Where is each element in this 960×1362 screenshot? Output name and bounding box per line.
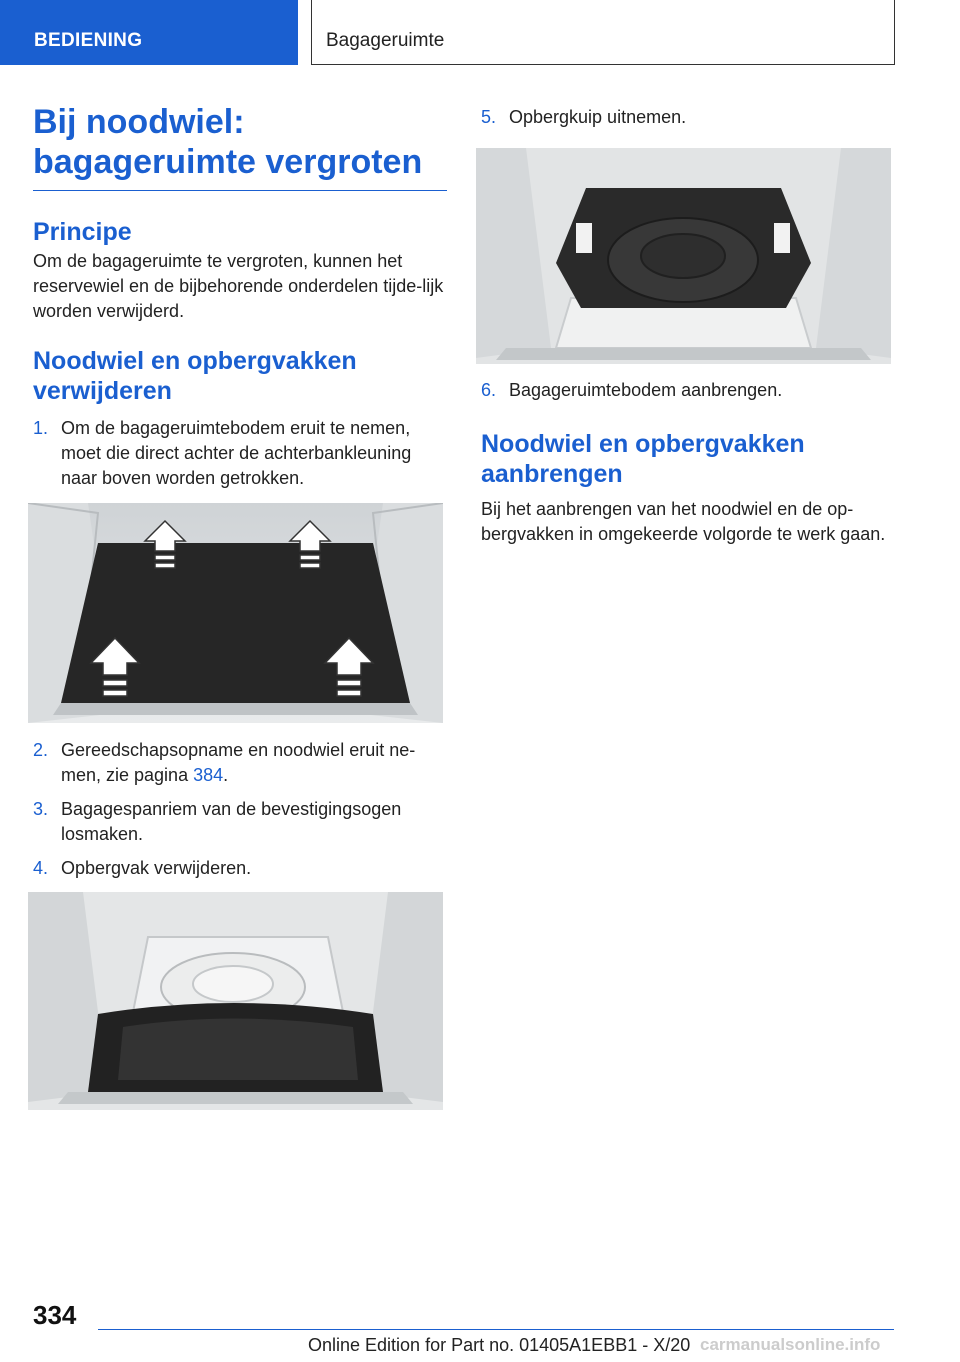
right-lower: [481, 378, 891, 547]
chapter-title: Bagageruimte: [326, 30, 445, 51]
watermark: carmanualsonline.info: [700, 1335, 881, 1354]
footer-rule: [98, 1329, 894, 1330]
principle-heading: Principe: [33, 218, 132, 246]
left-column: [33, 102, 447, 491]
step-number: 3.: [33, 799, 49, 819]
step-text: Bagageruimtebodem aanbrengen.: [509, 380, 783, 400]
step-number: 4.: [33, 858, 49, 878]
figure-tub-removed: [476, 148, 891, 364]
section-label: BEDIENING: [34, 30, 143, 51]
header-title-box: [311, 0, 895, 65]
step-6: [481, 378, 891, 403]
footer-edition: Online Edition for Part no. 01405A1EBB1 - X/20: [308, 1335, 691, 1355]
principle-text: Om de bagageruimte te vergroten, kunnen het reservewiel en de bijbehorende onderdelen tijde-lijk worden verwijderd.: [33, 251, 444, 321]
step-2: [33, 738, 447, 788]
step-3: [33, 797, 447, 847]
figure-floor-lift: [28, 503, 443, 723]
step-number: 6.: [481, 380, 497, 400]
step-text: Bagagespanriem van de bevestigingsogen losmaken.: [61, 799, 402, 844]
step-text: Gereedschapsopname en noodwiel eruit ne-men, zie pagina 384.: [61, 740, 416, 785]
figure-storage-tray: [28, 892, 443, 1110]
step-text: Opbergvak verwijderen.: [61, 858, 252, 878]
page-title: Bij noodwiel: bagageruimte vergroten: [33, 102, 447, 191]
step-1: [33, 416, 447, 491]
section-tab: [0, 0, 298, 65]
right-column: [481, 100, 891, 130]
steps-2-4: [33, 738, 447, 881]
step-number: 5.: [481, 107, 497, 127]
step-text: Opbergkuip uitnemen.: [509, 107, 687, 127]
page-number: 334: [33, 1300, 77, 1330]
step-text: Om de bagageruimtebodem eruit te nemen, moet die direct achter de achterbankleuning naar boven worden getrokken.: [61, 418, 412, 488]
install-heading: Noodwiel en opbergvakken aanbrengen: [481, 430, 805, 488]
step-number: 2.: [33, 740, 49, 760]
step-number: 1.: [33, 418, 49, 438]
step-5: [481, 105, 891, 130]
page-link[interactable]: 384: [193, 765, 224, 785]
install-text: Bij het aanbrengen van het noodwiel en de op-bergvakken in omgekeerde volgorde te werk gaan.: [481, 499, 886, 544]
remove-heading: Noodwiel en opbergvakken verwijderen: [33, 347, 357, 405]
step-4: [33, 856, 447, 881]
